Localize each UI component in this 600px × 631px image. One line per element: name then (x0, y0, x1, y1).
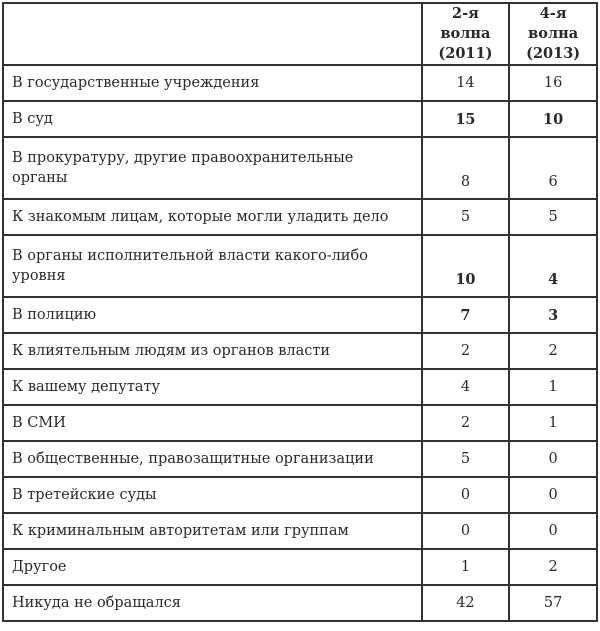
value-wave-4: 4 (509, 235, 597, 297)
table-row (3, 369, 597, 405)
value-wave-2: 1 (422, 549, 510, 585)
row-label: К влиятельным людям из органов власти (3, 333, 422, 369)
value-wave-2: 2 (422, 333, 510, 369)
row-label: В органы исполнительной власти какого-либо уровня (3, 235, 422, 297)
row-label: В прокуратуру, другие правоохранительные органы (3, 137, 422, 199)
value-wave-2: 0 (422, 513, 510, 549)
value-wave-4: 2 (509, 333, 597, 369)
value-wave-4: 10 (509, 101, 597, 137)
value-wave-4: 57 (509, 585, 597, 621)
value-wave-4: 0 (509, 513, 597, 549)
row-label: В полицию (3, 297, 422, 333)
table-row (3, 333, 597, 369)
value-wave-2: 8 (422, 137, 510, 199)
value-wave-4: 0 (509, 477, 597, 513)
value-wave-4: 16 (509, 65, 597, 101)
row-label: Никуда не обращался (3, 585, 422, 621)
value-wave-2: 2 (422, 405, 510, 441)
row-label: К криминальным авторитетам или группам (3, 513, 422, 549)
value-wave-2: 14 (422, 65, 510, 101)
value-wave-2: 42 (422, 585, 510, 621)
table-row (3, 549, 597, 585)
table-row (3, 513, 597, 549)
table-row (3, 297, 597, 333)
header-row (3, 3, 597, 65)
value-wave-2: 5 (422, 199, 510, 235)
row-label: В СМИ (3, 405, 422, 441)
table-row (3, 235, 597, 297)
table-row (3, 101, 597, 137)
value-wave-2: 5 (422, 441, 510, 477)
table-row (3, 477, 597, 513)
value-wave-4: 0 (509, 441, 597, 477)
row-label: В государственные учреждения (3, 65, 422, 101)
value-wave-4: 3 (509, 297, 597, 333)
value-wave-4: 6 (509, 137, 597, 199)
row-label: К вашему депутату (3, 369, 422, 405)
value-wave-2: 10 (422, 235, 510, 297)
value-wave-2: 15 (422, 101, 510, 137)
header-wave-2: 2-я волна (2011) (422, 3, 510, 65)
row-label: В третейские суды (3, 477, 422, 513)
row-label: Другое (3, 549, 422, 585)
value-wave-4: 1 (509, 369, 597, 405)
value-wave-4: 1 (509, 405, 597, 441)
row-label: К знакомым лицам, которые могли уладить дело (3, 199, 422, 235)
data-table (2, 2, 598, 622)
table-row (3, 585, 597, 621)
header-wave-4: 4-я волна (2013) (509, 3, 597, 65)
row-label: В суд (3, 101, 422, 137)
value-wave-4: 5 (509, 199, 597, 235)
header-empty (3, 3, 422, 65)
value-wave-4: 2 (509, 549, 597, 585)
value-wave-2: 7 (422, 297, 510, 333)
table-row (3, 405, 597, 441)
value-wave-2: 0 (422, 477, 510, 513)
table-row (3, 199, 597, 235)
table-row (3, 137, 597, 199)
table-row (3, 65, 597, 101)
value-wave-2: 4 (422, 369, 510, 405)
table-row (3, 441, 597, 477)
row-label: В общественные, правозащитные организации (3, 441, 422, 477)
